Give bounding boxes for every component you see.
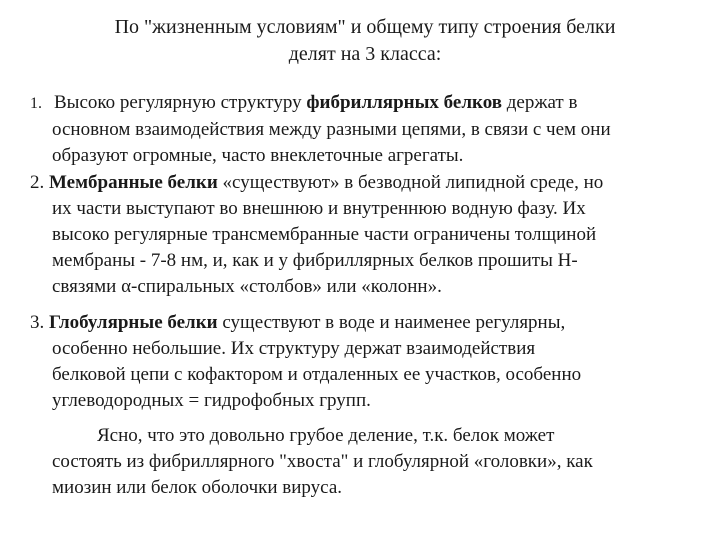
list-item-2-line-1: [30, 170, 695, 196]
list-number: 3.: [30, 312, 45, 333]
list-item-2: [30, 170, 695, 300]
conclusion-line-3: миозин или белок оболочки вируса.: [52, 477, 343, 498]
list-item-2-line-4: мембраны - 7-8 нм, и, как и у фибриллярных белков прошиты Н-: [52, 250, 578, 271]
list-item-3-line-3: белковой цепи с кофактором и отдаленных ее участков, особенно: [52, 364, 582, 385]
list-item-1-line-1: [30, 90, 695, 117]
bold-term: Мембранные белки: [49, 172, 218, 193]
list-item-2-line-2: их части выступают во внешнюю и внутреннюю водную фазу. Их: [52, 198, 586, 219]
list-item-1-line-3: образуют огромные, часто внеклеточные агрегаты.: [52, 145, 464, 166]
list-item-3-line-1: [30, 310, 695, 336]
list-item-2-line-3: высоко регулярные трансмембранные части ограничены толщиной: [52, 224, 597, 245]
list-item-1: [30, 90, 695, 169]
list-item-3-line-2: особенно небольшие. Их структуру держат взаимодействия: [52, 338, 536, 359]
bold-term: фибриллярных белков: [306, 92, 503, 113]
list-item-1-line-2: основном взаимодействия между разными цепями, в связи с чем они: [52, 119, 611, 140]
list-number: 1.: [30, 95, 42, 112]
bold-term: Глобулярные белки: [49, 312, 218, 333]
title-line-1: По "жизненным условиям" и общему типу строения белки: [114, 16, 616, 38]
text-run: держат в: [502, 92, 578, 113]
conclusion-line-2: состоять из фибриллярного "хвоста" и глобулярной «головки», как: [52, 451, 593, 472]
list-item-2-line-5: связями α-спиральных «столбов» или «колонн».: [52, 276, 442, 297]
text-run: Высоко регулярную структуру: [54, 92, 307, 113]
list-item-3: [30, 310, 695, 414]
list-number: 2.: [30, 172, 45, 193]
text-run: «существуют» в безводной липидной среде, но: [217, 172, 604, 193]
conclusion-paragraph: [52, 423, 702, 501]
conclusion-line-1: Ясно, что это довольно грубое деление, т.к. белок может: [97, 425, 555, 446]
list-item-3-line-4: углеводородных = гидрофобных групп.: [52, 390, 371, 411]
title-line-2: делят на 3 класса:: [288, 43, 442, 65]
slide-title: [40, 14, 690, 68]
text-run: существуют в воде и наименее регулярны,: [217, 312, 566, 333]
